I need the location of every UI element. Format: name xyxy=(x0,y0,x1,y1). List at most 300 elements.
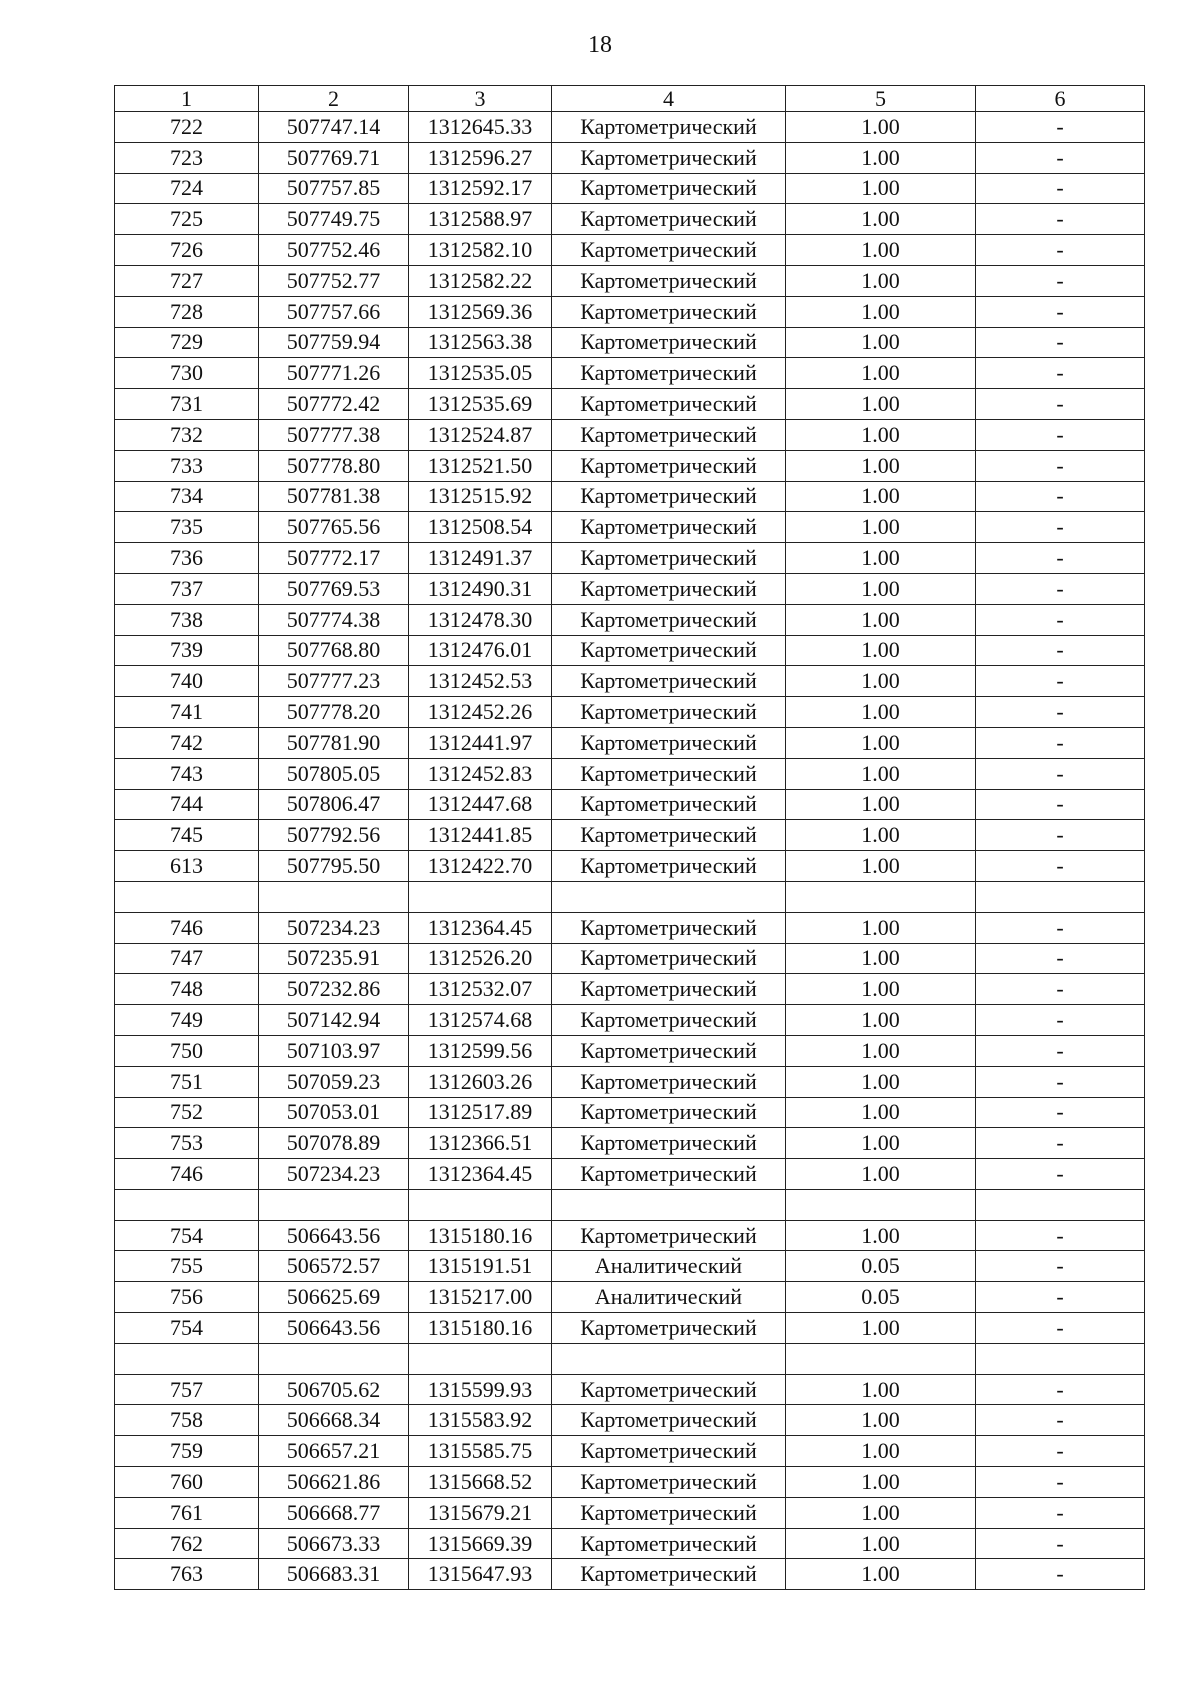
note-cell: - xyxy=(976,204,1145,235)
method-cell: Аналитический xyxy=(552,1251,786,1282)
x-coordinate-cell: 507078.89 xyxy=(259,1128,409,1159)
accuracy-cell: 0.05 xyxy=(786,1251,976,1282)
y-coordinate-cell: 1312524.87 xyxy=(409,419,552,450)
note-cell: - xyxy=(976,1467,1145,1498)
note-cell: - xyxy=(976,758,1145,789)
point-number-cell: 744 xyxy=(115,789,259,820)
accuracy-cell: 1.00 xyxy=(786,173,976,204)
accuracy-cell: 1.00 xyxy=(786,1035,976,1066)
method-cell: Картометрический xyxy=(552,543,786,574)
accuracy-cell: 1.00 xyxy=(786,1097,976,1128)
column-header: 2 xyxy=(259,86,409,112)
y-coordinate-cell: 1315180.16 xyxy=(409,1313,552,1344)
method-cell: Картометрический xyxy=(552,1374,786,1405)
x-coordinate-cell: 507806.47 xyxy=(259,789,409,820)
method-cell: Картометрический xyxy=(552,1066,786,1097)
x-coordinate-cell: 506643.56 xyxy=(259,1313,409,1344)
accuracy-cell: 1.00 xyxy=(786,1436,976,1467)
table-row xyxy=(115,635,1145,666)
y-coordinate-cell: 1312517.89 xyxy=(409,1097,552,1128)
point-number-cell: 745 xyxy=(115,820,259,851)
table-row xyxy=(115,358,1145,389)
method-cell: Картометрический xyxy=(552,789,786,820)
y-coordinate-cell: 1312508.54 xyxy=(409,512,552,543)
y-coordinate-cell: 1312366.51 xyxy=(409,1128,552,1159)
table-row xyxy=(115,1497,1145,1528)
y-coordinate-cell: 1312582.22 xyxy=(409,265,552,296)
point-number-cell: 735 xyxy=(115,512,259,543)
note-cell: - xyxy=(976,1374,1145,1405)
method-cell: Картометрический xyxy=(552,727,786,758)
note-cell: - xyxy=(976,851,1145,882)
point-number-cell: 758 xyxy=(115,1405,259,1436)
x-coordinate-cell: 507771.26 xyxy=(259,358,409,389)
y-coordinate-cell: 1312569.36 xyxy=(409,296,552,327)
point-number-cell xyxy=(115,881,259,912)
accuracy-cell: 1.00 xyxy=(786,296,976,327)
x-coordinate-cell: 507142.94 xyxy=(259,1005,409,1036)
point-number-cell: 613 xyxy=(115,851,259,882)
table-row xyxy=(115,974,1145,1005)
method-cell: Картометрический xyxy=(552,265,786,296)
y-coordinate-cell: 1312582.10 xyxy=(409,235,552,266)
point-number-cell: 761 xyxy=(115,1497,259,1528)
y-coordinate-cell: 1312515.92 xyxy=(409,481,552,512)
x-coordinate-cell: 507777.23 xyxy=(259,666,409,697)
method-cell: Картометрический xyxy=(552,173,786,204)
table-row xyxy=(115,758,1145,789)
note-cell: - xyxy=(976,512,1145,543)
table-row xyxy=(115,1313,1145,1344)
note-cell: - xyxy=(976,727,1145,758)
x-coordinate-cell xyxy=(259,1343,409,1374)
x-coordinate-cell xyxy=(259,881,409,912)
table-row xyxy=(115,1528,1145,1559)
point-number-cell: 731 xyxy=(115,389,259,420)
y-coordinate-cell: 1312599.56 xyxy=(409,1035,552,1066)
method-cell: Картометрический xyxy=(552,758,786,789)
note-cell: - xyxy=(976,112,1145,143)
accuracy-cell: 1.00 xyxy=(786,142,976,173)
table-header-row xyxy=(115,86,1145,112)
accuracy-cell: 1.00 xyxy=(786,635,976,666)
table-row xyxy=(115,1436,1145,1467)
method-cell: Картометрический xyxy=(552,1405,786,1436)
table-row xyxy=(115,389,1145,420)
note-cell: - xyxy=(976,419,1145,450)
x-coordinate-cell: 507759.94 xyxy=(259,327,409,358)
y-coordinate-cell: 1315217.00 xyxy=(409,1282,552,1313)
accuracy-cell: 1.00 xyxy=(786,789,976,820)
x-coordinate-cell: 507765.56 xyxy=(259,512,409,543)
accuracy-cell: 1.00 xyxy=(786,358,976,389)
y-coordinate-cell: 1312490.31 xyxy=(409,573,552,604)
accuracy-cell: 1.00 xyxy=(786,1374,976,1405)
accuracy-cell xyxy=(786,881,976,912)
x-coordinate-cell: 507792.56 xyxy=(259,820,409,851)
table-row xyxy=(115,1097,1145,1128)
x-coordinate-cell: 507805.05 xyxy=(259,758,409,789)
accuracy-cell: 1.00 xyxy=(786,943,976,974)
x-coordinate-cell xyxy=(259,1189,409,1220)
x-coordinate-cell: 506625.69 xyxy=(259,1282,409,1313)
y-coordinate-cell: 1312596.27 xyxy=(409,142,552,173)
accuracy-cell xyxy=(786,1189,976,1220)
point-number-cell: 753 xyxy=(115,1128,259,1159)
accuracy-cell: 1.00 xyxy=(786,1313,976,1344)
table-row xyxy=(115,1374,1145,1405)
x-coordinate-cell: 507234.23 xyxy=(259,912,409,943)
column-header: 3 xyxy=(409,86,552,112)
accuracy-cell: 1.00 xyxy=(786,912,976,943)
column-header: 1 xyxy=(115,86,259,112)
note-cell: - xyxy=(976,389,1145,420)
y-coordinate-cell: 1312478.30 xyxy=(409,604,552,635)
accuracy-cell: 1.00 xyxy=(786,604,976,635)
table-row xyxy=(115,235,1145,266)
method-cell: Картометрический xyxy=(552,573,786,604)
note-cell: - xyxy=(976,173,1145,204)
note-cell: - xyxy=(976,358,1145,389)
y-coordinate-cell: 1312588.97 xyxy=(409,204,552,235)
x-coordinate-cell: 507778.80 xyxy=(259,450,409,481)
note-cell: - xyxy=(976,943,1145,974)
point-number-cell: 726 xyxy=(115,235,259,266)
accuracy-cell: 1.00 xyxy=(786,265,976,296)
note-cell xyxy=(976,1189,1145,1220)
method-cell: Картометрический xyxy=(552,697,786,728)
table-row xyxy=(115,697,1145,728)
note-cell: - xyxy=(976,1220,1145,1251)
table-row xyxy=(115,727,1145,758)
x-coordinate-cell: 507781.38 xyxy=(259,481,409,512)
coordinates-table xyxy=(114,85,1145,1590)
table-row xyxy=(115,1559,1145,1590)
table-row xyxy=(115,543,1145,574)
method-cell: Картометрический xyxy=(552,974,786,1005)
accuracy-cell: 1.00 xyxy=(786,1467,976,1498)
note-cell: - xyxy=(976,1436,1145,1467)
method-cell: Картометрический xyxy=(552,1220,786,1251)
note-cell: - xyxy=(976,296,1145,327)
method-cell: Картометрический xyxy=(552,604,786,635)
table-row xyxy=(115,820,1145,851)
accuracy-cell: 1.00 xyxy=(786,543,976,574)
method-cell: Картометрический xyxy=(552,666,786,697)
x-coordinate-cell: 506572.57 xyxy=(259,1251,409,1282)
separator-row xyxy=(115,1189,1145,1220)
note-cell: - xyxy=(976,1097,1145,1128)
point-number-cell: 740 xyxy=(115,666,259,697)
method-cell: Картометрический xyxy=(552,1467,786,1498)
x-coordinate-cell: 506683.31 xyxy=(259,1559,409,1590)
point-number-cell: 742 xyxy=(115,727,259,758)
method-cell: Картометрический xyxy=(552,1128,786,1159)
table-row xyxy=(115,1035,1145,1066)
x-coordinate-cell: 507757.85 xyxy=(259,173,409,204)
x-coordinate-cell: 507781.90 xyxy=(259,727,409,758)
point-number-cell: 725 xyxy=(115,204,259,235)
x-coordinate-cell: 507053.01 xyxy=(259,1097,409,1128)
point-number-cell: 723 xyxy=(115,142,259,173)
note-cell: - xyxy=(976,450,1145,481)
table-row xyxy=(115,1282,1145,1313)
note-cell: - xyxy=(976,327,1145,358)
accuracy-cell: 1.00 xyxy=(786,481,976,512)
column-header: 5 xyxy=(786,86,976,112)
y-coordinate-cell: 1312441.85 xyxy=(409,820,552,851)
point-number-cell: 732 xyxy=(115,419,259,450)
point-number-cell: 733 xyxy=(115,450,259,481)
accuracy-cell: 1.00 xyxy=(786,1528,976,1559)
point-number-cell: 749 xyxy=(115,1005,259,1036)
note-cell: - xyxy=(976,1005,1145,1036)
x-coordinate-cell: 506673.33 xyxy=(259,1528,409,1559)
x-coordinate-cell: 507234.23 xyxy=(259,1159,409,1190)
y-coordinate-cell: 1315668.52 xyxy=(409,1467,552,1498)
x-coordinate-cell: 507795.50 xyxy=(259,851,409,882)
point-number-cell: 729 xyxy=(115,327,259,358)
x-coordinate-cell: 507232.86 xyxy=(259,974,409,1005)
point-number-cell: 760 xyxy=(115,1467,259,1498)
x-coordinate-cell: 507235.91 xyxy=(259,943,409,974)
note-cell: - xyxy=(976,1405,1145,1436)
y-coordinate-cell: 1312535.69 xyxy=(409,389,552,420)
accuracy-cell: 1.00 xyxy=(786,1559,976,1590)
accuracy-cell: 1.00 xyxy=(786,512,976,543)
y-coordinate-cell: 1312452.26 xyxy=(409,697,552,728)
accuracy-cell: 1.00 xyxy=(786,419,976,450)
accuracy-cell: 1.00 xyxy=(786,974,976,1005)
y-coordinate-cell: 1312364.45 xyxy=(409,912,552,943)
point-number-cell: 730 xyxy=(115,358,259,389)
note-cell: - xyxy=(976,666,1145,697)
accuracy-cell: 1.00 xyxy=(786,758,976,789)
point-number-cell: 728 xyxy=(115,296,259,327)
accuracy-cell: 1.00 xyxy=(786,697,976,728)
note-cell: - xyxy=(976,1159,1145,1190)
method-cell: Картометрический xyxy=(552,358,786,389)
y-coordinate-cell xyxy=(409,1189,552,1220)
point-number-cell: 746 xyxy=(115,912,259,943)
y-coordinate-cell: 1312364.45 xyxy=(409,1159,552,1190)
y-coordinate-cell: 1315599.93 xyxy=(409,1374,552,1405)
point-number-cell: 762 xyxy=(115,1528,259,1559)
table-row xyxy=(115,112,1145,143)
accuracy-cell: 1.00 xyxy=(786,573,976,604)
method-cell: Картометрический xyxy=(552,1097,786,1128)
point-number-cell: 741 xyxy=(115,697,259,728)
table-row xyxy=(115,1251,1145,1282)
method-cell: Картометрический xyxy=(552,1005,786,1036)
note-cell: - xyxy=(976,974,1145,1005)
table-row xyxy=(115,789,1145,820)
note-cell: - xyxy=(976,697,1145,728)
y-coordinate-cell: 1312452.83 xyxy=(409,758,552,789)
method-cell: Картометрический xyxy=(552,204,786,235)
accuracy-cell: 1.00 xyxy=(786,112,976,143)
column-header: 4 xyxy=(552,86,786,112)
table-row xyxy=(115,943,1145,974)
table-row xyxy=(115,604,1145,635)
table-row xyxy=(115,1405,1145,1436)
table-row xyxy=(115,204,1145,235)
method-cell: Картометрический xyxy=(552,481,786,512)
table-row xyxy=(115,296,1145,327)
method-cell: Картометрический xyxy=(552,450,786,481)
method-cell: Картометрический xyxy=(552,235,786,266)
point-number-cell: 746 xyxy=(115,1159,259,1190)
table-row xyxy=(115,1066,1145,1097)
table-row xyxy=(115,265,1145,296)
x-coordinate-cell: 506668.77 xyxy=(259,1497,409,1528)
x-coordinate-cell: 506643.56 xyxy=(259,1220,409,1251)
accuracy-cell: 1.00 xyxy=(786,1497,976,1528)
x-coordinate-cell: 507769.71 xyxy=(259,142,409,173)
separator-row xyxy=(115,1343,1145,1374)
point-number-cell: 754 xyxy=(115,1220,259,1251)
x-coordinate-cell: 507747.14 xyxy=(259,112,409,143)
point-number-cell: 736 xyxy=(115,543,259,574)
x-coordinate-cell: 507772.42 xyxy=(259,389,409,420)
accuracy-cell: 1.00 xyxy=(786,851,976,882)
x-coordinate-cell: 506705.62 xyxy=(259,1374,409,1405)
method-cell: Картометрический xyxy=(552,112,786,143)
note-cell: - xyxy=(976,820,1145,851)
x-coordinate-cell: 506621.86 xyxy=(259,1467,409,1498)
method-cell: Картометрический xyxy=(552,820,786,851)
y-coordinate-cell: 1312476.01 xyxy=(409,635,552,666)
note-cell: - xyxy=(976,235,1145,266)
x-coordinate-cell: 507752.77 xyxy=(259,265,409,296)
point-number-cell: 754 xyxy=(115,1313,259,1344)
point-number-cell: 738 xyxy=(115,604,259,635)
y-coordinate-cell: 1312563.38 xyxy=(409,327,552,358)
point-number-cell: 752 xyxy=(115,1097,259,1128)
y-coordinate-cell: 1315191.51 xyxy=(409,1251,552,1282)
method-cell: Картометрический xyxy=(552,1159,786,1190)
point-number-cell: 755 xyxy=(115,1251,259,1282)
page-number: 18 xyxy=(588,32,612,58)
table-row xyxy=(115,912,1145,943)
y-coordinate-cell: 1315679.21 xyxy=(409,1497,552,1528)
accuracy-cell xyxy=(786,1343,976,1374)
x-coordinate-cell: 506657.21 xyxy=(259,1436,409,1467)
method-cell: Картометрический xyxy=(552,1528,786,1559)
method-cell: Картометрический xyxy=(552,512,786,543)
note-cell: - xyxy=(976,1035,1145,1066)
y-coordinate-cell: 1312645.33 xyxy=(409,112,552,143)
y-coordinate-cell xyxy=(409,1343,552,1374)
method-cell: Картометрический xyxy=(552,1035,786,1066)
method-cell: Картометрический xyxy=(552,327,786,358)
y-coordinate-cell: 1312491.37 xyxy=(409,543,552,574)
accuracy-cell: 1.00 xyxy=(786,389,976,420)
method-cell: Картометрический xyxy=(552,419,786,450)
y-coordinate-cell: 1312603.26 xyxy=(409,1066,552,1097)
point-number-cell: 763 xyxy=(115,1559,259,1590)
point-number-cell: 751 xyxy=(115,1066,259,1097)
note-cell: - xyxy=(976,1128,1145,1159)
separator-row xyxy=(115,881,1145,912)
point-number-cell xyxy=(115,1343,259,1374)
point-number-cell: 757 xyxy=(115,1374,259,1405)
point-number-cell: 739 xyxy=(115,635,259,666)
accuracy-cell: 0.05 xyxy=(786,1282,976,1313)
y-coordinate-cell: 1312441.97 xyxy=(409,727,552,758)
point-number-cell xyxy=(115,1189,259,1220)
accuracy-cell: 1.00 xyxy=(786,1005,976,1036)
note-cell: - xyxy=(976,789,1145,820)
table-row xyxy=(115,1005,1145,1036)
x-coordinate-cell: 507749.75 xyxy=(259,204,409,235)
accuracy-cell: 1.00 xyxy=(786,820,976,851)
method-cell: Картометрический xyxy=(552,912,786,943)
note-cell: - xyxy=(976,1066,1145,1097)
table-row xyxy=(115,142,1145,173)
method-cell: Картометрический xyxy=(552,142,786,173)
note-cell: - xyxy=(976,912,1145,943)
y-coordinate-cell: 1312521.50 xyxy=(409,450,552,481)
table-row xyxy=(115,512,1145,543)
point-number-cell: 743 xyxy=(115,758,259,789)
x-coordinate-cell: 507768.80 xyxy=(259,635,409,666)
y-coordinate-cell: 1315585.75 xyxy=(409,1436,552,1467)
y-coordinate-cell: 1315669.39 xyxy=(409,1528,552,1559)
point-number-cell: 722 xyxy=(115,112,259,143)
note-cell: - xyxy=(976,1313,1145,1344)
y-coordinate-cell: 1312526.20 xyxy=(409,943,552,974)
y-coordinate-cell xyxy=(409,881,552,912)
y-coordinate-cell: 1312574.68 xyxy=(409,1005,552,1036)
note-cell: - xyxy=(976,142,1145,173)
method-cell: Картометрический xyxy=(552,1313,786,1344)
note-cell: - xyxy=(976,573,1145,604)
method-cell: Картометрический xyxy=(552,1559,786,1590)
accuracy-cell: 1.00 xyxy=(786,204,976,235)
table-row xyxy=(115,173,1145,204)
method-cell: Картометрический xyxy=(552,943,786,974)
accuracy-cell: 1.00 xyxy=(786,1405,976,1436)
table-row xyxy=(115,419,1145,450)
x-coordinate-cell: 507778.20 xyxy=(259,697,409,728)
point-number-cell: 734 xyxy=(115,481,259,512)
x-coordinate-cell: 506668.34 xyxy=(259,1405,409,1436)
y-coordinate-cell: 1315583.92 xyxy=(409,1405,552,1436)
method-cell: Аналитический xyxy=(552,1282,786,1313)
y-coordinate-cell: 1312422.70 xyxy=(409,851,552,882)
table-row xyxy=(115,1159,1145,1190)
method-cell: Картометрический xyxy=(552,389,786,420)
accuracy-cell: 1.00 xyxy=(786,727,976,758)
y-coordinate-cell: 1312447.68 xyxy=(409,789,552,820)
table-row xyxy=(115,1467,1145,1498)
method-cell: Картометрический xyxy=(552,296,786,327)
point-number-cell: 724 xyxy=(115,173,259,204)
y-coordinate-cell: 1315180.16 xyxy=(409,1220,552,1251)
point-number-cell: 727 xyxy=(115,265,259,296)
table-row xyxy=(115,1128,1145,1159)
y-coordinate-cell: 1312592.17 xyxy=(409,173,552,204)
note-cell: - xyxy=(976,1528,1145,1559)
note-cell: - xyxy=(976,543,1145,574)
point-number-cell: 750 xyxy=(115,1035,259,1066)
table-row xyxy=(115,1220,1145,1251)
x-coordinate-cell: 507059.23 xyxy=(259,1066,409,1097)
x-coordinate-cell: 507103.97 xyxy=(259,1035,409,1066)
x-coordinate-cell: 507769.53 xyxy=(259,573,409,604)
note-cell: - xyxy=(976,265,1145,296)
